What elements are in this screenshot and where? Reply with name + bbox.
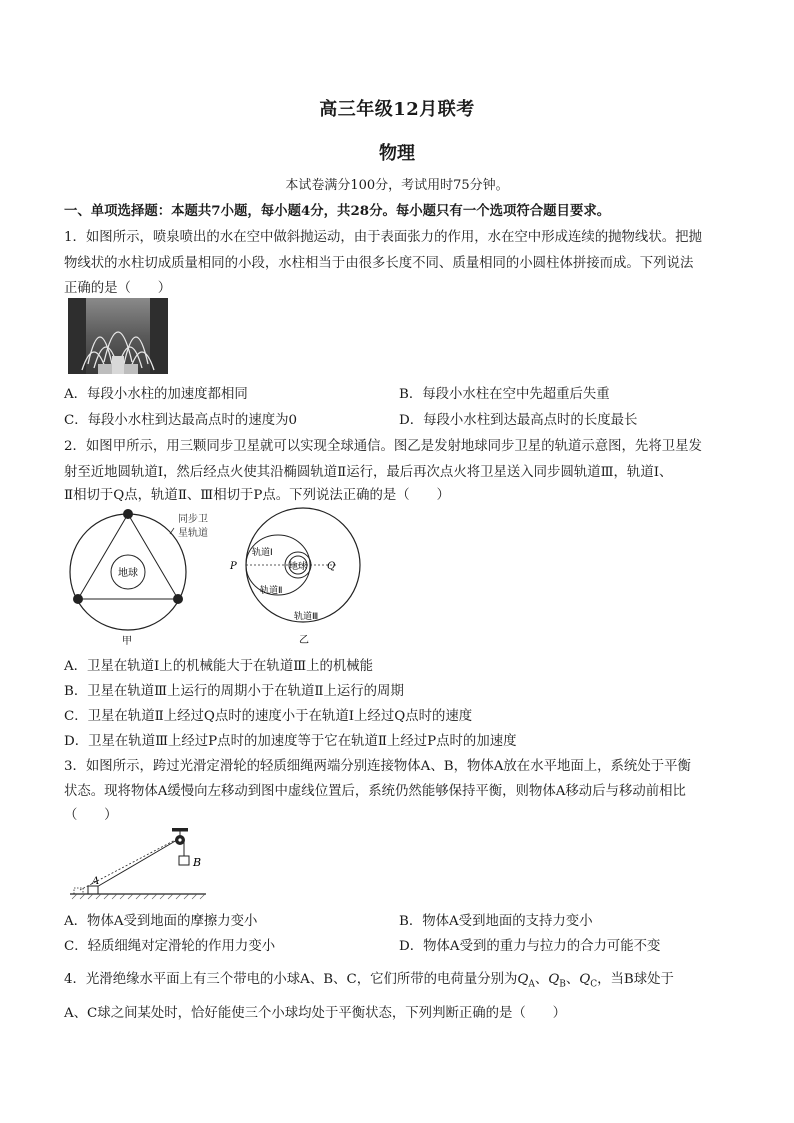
yi-point-q: Q: [327, 561, 336, 572]
q1-line-3: 正确的是（ ）: [64, 281, 172, 296]
jia-orbit-label-1: 同步卫: [178, 514, 208, 525]
q3-label-a: A: [92, 876, 100, 887]
q2-option-a: A．卫星在轨道Ⅰ上的机械能大于在轨道Ⅲ上的机械能: [64, 659, 374, 674]
q4-qb-sub: B: [559, 979, 566, 990]
figure-yi: [226, 505, 388, 647]
yi-orbit2-label: 轨道Ⅱ: [260, 586, 283, 596]
yi-orbit3-label: 轨道Ⅲ: [294, 612, 319, 622]
q2-line-3: Ⅱ相切于Q点，轨道Ⅱ、Ⅲ相切于P点。下列说法正确的是（ ）: [64, 488, 450, 503]
jia-caption: 甲: [122, 636, 132, 647]
q4-line-1-pre: 4．光滑绝缘水平面上有三个带电的小球A、B、C，它们所带的电荷量分别为: [64, 972, 518, 987]
fountain-photo: [68, 298, 168, 374]
q4-sep-2: 、: [565, 972, 580, 987]
q1-option-c: C．每段小水柱到达最高点时的速度为0: [64, 413, 298, 428]
q2-option-d: D．卫星在轨道Ⅲ上经过P点时的加速度等于它在轨道Ⅱ上经过P点时的加速度: [64, 734, 517, 749]
q1-option-d: D．每段小水柱到达最高点时的长度最长: [399, 413, 638, 428]
yi-caption: 乙: [299, 635, 309, 646]
exam-title: 高三年级12月联考: [319, 99, 475, 120]
q2-line-1: 2．如图甲所示，用三颗同步卫星就可以实现全球通信。图乙是发射地球同步卫星的轨道示意图，先将卫星发: [64, 439, 702, 454]
q4-qa: Q: [517, 972, 529, 987]
q1-line-1: 1．如图所示，喷泉喷出的水在空中做斜抛运动，由于表面张力的作用，水在空中形成连续的抛物线状。把抛: [64, 230, 702, 245]
q3-line-2: 状态。现将物体A缓慢向左移动到图中虚线位置后，系统仍然能够保持平衡，则物体A移动后与移动前相比: [64, 784, 686, 799]
figure-jia: [66, 506, 242, 648]
q4-line-1: [64, 968, 674, 990]
q4-line-2: A、C球之间某处时，恰好能使三个小球均处于平衡状态，下列判断正确的是（ ）: [64, 1006, 566, 1021]
q3-option-d: D．物体A受到的重力与拉力的合力可能不变: [399, 939, 661, 954]
q3-option-a: A．物体A受到地面的摩擦力变小: [64, 914, 258, 929]
q1-option-a: A．每段小水柱的加速度都相同: [64, 387, 248, 402]
q1-option-b: B．每段小水柱在空中先超重后失重: [399, 387, 610, 402]
q4-qb: Q: [548, 972, 560, 987]
q3-line-1: 3．如图所示，跨过光滑定滑轮的轻质细绳两端分别连接物体A、B，物体A放在水平地面上，系统处于平衡: [64, 759, 691, 774]
figure-q3: [66, 826, 216, 902]
q2-option-c: C．卫星在轨道Ⅱ上经过Q点时的速度小于在轨道Ⅰ上经过Q点时的速度: [64, 709, 473, 724]
q4-sep-1: 、: [534, 972, 549, 987]
q4-line-1-post: ，当B球处于: [597, 972, 674, 987]
section-heading: 一、单项选择题：本题共7小题，每小题4分，共28分。每小题只有一个选项符合题目要求。: [64, 203, 611, 219]
yi-orbit1-label: 轨道Ⅰ: [252, 548, 273, 558]
q3-label-b: B: [193, 856, 202, 869]
exam-note: 本试卷满分100分，考试用时75分钟。: [285, 178, 509, 193]
q1-line-2: 物线状的水柱切成质量相同的小段，水柱相当于由很多长度不同、质量相同的小圆柱体拼接而成。下列说法: [64, 256, 694, 271]
jia-earth-label: 地球: [118, 568, 138, 579]
q3-option-c: C．轻质细绳对定滑轮的作用力变小: [64, 939, 276, 954]
q3-option-b: B．物体A受到地面的支持力变小: [399, 914, 593, 929]
yi-point-p: P: [230, 561, 237, 572]
jia-orbit-label-2: 星轨道: [178, 528, 208, 539]
q3-line-3: （ ）: [64, 808, 118, 823]
yi-earth-label: 地球: [288, 562, 308, 572]
q4-qc: Q: [579, 972, 591, 987]
q4-qc-sub: C: [590, 979, 598, 990]
q4-qa-sub: A: [528, 979, 535, 990]
q2-line-2: 射至近地圆轨道Ⅰ，然后经点火使其沿椭圆轨道Ⅱ运行，最后再次点火将卫星送入同步圆轨道Ⅲ，轨道Ⅰ、: [64, 465, 673, 480]
exam-subject: 物理: [379, 143, 415, 164]
q2-option-b: B．卫星在轨道Ⅲ上运行的周期小于在轨道Ⅱ上运行的周期: [64, 684, 404, 699]
